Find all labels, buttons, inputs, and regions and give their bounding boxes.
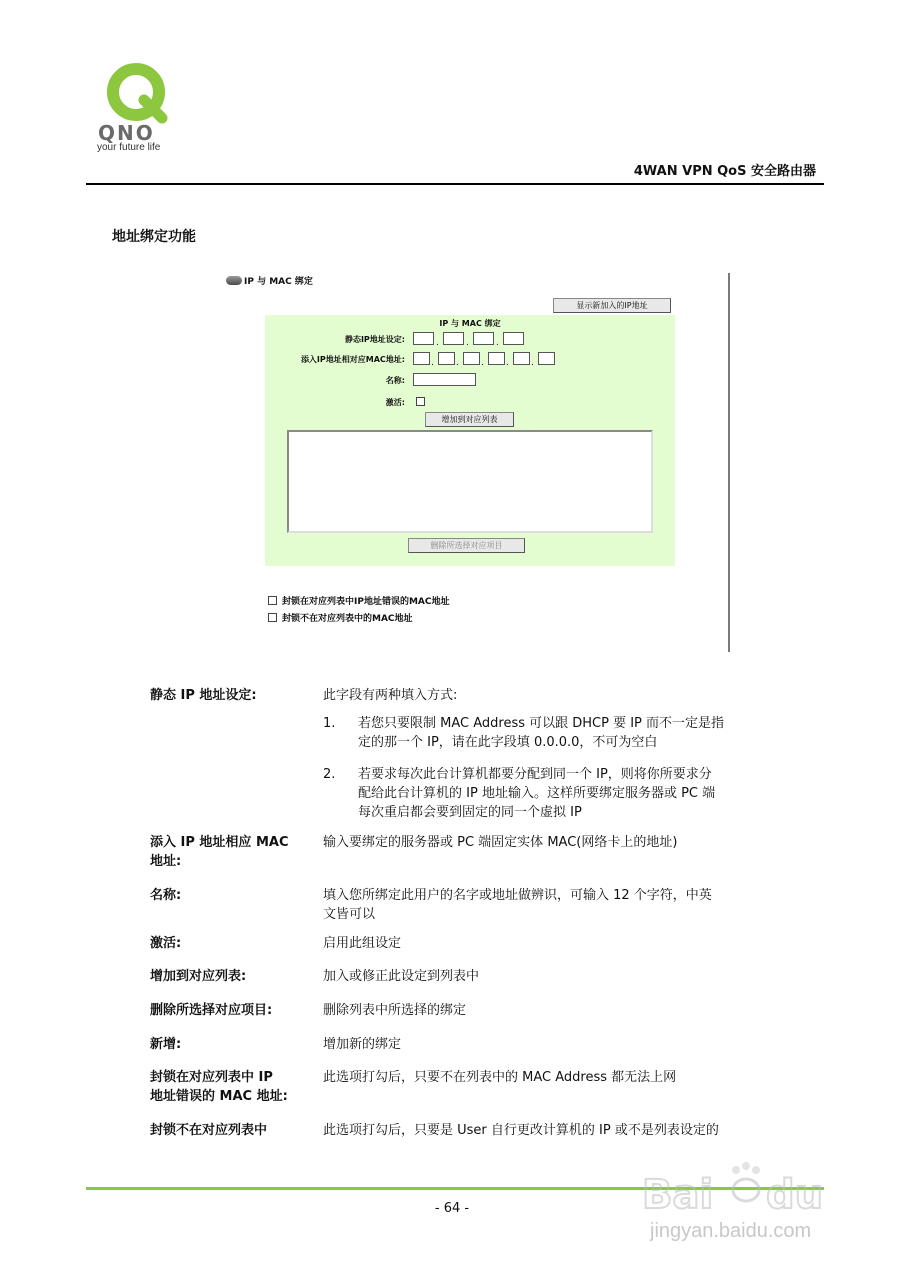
static-ip-octet-3[interactable] [473,332,494,345]
block-not-listed-checkbox[interactable] [268,613,277,622]
activate-label: 激活: [385,398,405,407]
desc-delete: 删除列表中所选择的绑定 [323,1003,467,1018]
mac-octet-2[interactable] [438,352,455,365]
term-mac-cont: 地址: [150,854,182,869]
delete-selected-button[interactable]: 删除所选择对应项目 [408,538,525,553]
mac-octet-6[interactable] [538,352,555,365]
term-new: 新增: [150,1037,182,1052]
desc-block-not: 此选项打勾后，只要是 User 自行更改计算机的 IP 或不是列表设定的 [323,1123,719,1138]
activate-checkbox[interactable] [416,397,425,406]
list-number: 1. [323,716,336,731]
name-label: 名称: [385,376,405,385]
desc-static-ip: 此字段有两种填入方式: [323,688,458,703]
svg-text:Bai: Bai [642,1172,714,1218]
document-header-title: 4WAN VPN QoS 安全路由器 [633,164,816,179]
desc-activate: 启用此组设定 [323,936,402,951]
list-item-line: 若您只要限制 MAC Address 可以跟 DHCP 要 IP 而不一定是指 [358,716,725,731]
list-item-line: 配给此台计算机的 IP 地址输入。这样所要绑定服务器或 PC 端 [358,786,716,801]
mac-octet-5[interactable] [513,352,530,365]
desc-mac: 输入要绑定的服务器或 PC 端固定实体 MAC(网络卡上的地址) [323,835,678,850]
desc-add: 加入或修正此设定到列表中 [323,969,480,984]
static-ip-octet-4[interactable] [503,332,524,345]
watermark-url: jingyan.baidu.com [650,1220,812,1242]
desc-block-wrong: 此选项打勾后，只要不在列表中的 MAC Address 都无法上网 [323,1070,677,1085]
list-item-line: 定的那一个 IP，请在此字段填 0.0.0.0，不可为空白 [358,735,658,750]
desc-new: 增加新的绑定 [323,1037,402,1052]
block-not-listed-label: 封锁不在对应列表中的MAC地址 [282,614,413,624]
block-wrong-ip-option [268,594,449,607]
logo-tagline: your future life [97,142,161,153]
term-mac: 添入 IP 地址相应 MAC [150,835,289,850]
list-item-line: 若要求每次此台计算机都要分配到同一个 IP，则将你所要求分 [358,767,712,782]
section-pill-icon [226,276,242,285]
binding-form-panel: IP 与 MAC 绑定 静态IP地址设定: . . . 添入IP地址相对应MAC地址: . . . . . 名称: 激活: 增加到对应列表 删除所选择对应项目 [265,315,675,566]
name-input[interactable] [413,373,476,386]
term-block-wrong: 封锁在对应列表中 IP [150,1070,273,1085]
term-block-wrong-cont: 地址错误的 MAC 地址: [150,1089,288,1104]
list-number: 2. [323,767,336,782]
static-ip-octet-1[interactable] [413,332,434,345]
section-title: 地址绑定功能 [112,229,196,245]
desc-name: 填入您所绑定此用户的名字或地址做辨识，可输入 12 个字符，中英 [323,888,712,903]
term-add: 增加到对应列表: [150,969,247,984]
list-item-line: 每次重启都会要到固定的同一个虚拟 IP [358,805,582,820]
term-static-ip: 静态 IP 地址设定: [150,688,257,703]
figure-heading [226,274,313,287]
panel-title: IP 与 MAC 绑定 [439,319,501,328]
page-number: - 64 - [434,1201,470,1216]
desc-name-cont: 文皆可以 [323,907,376,922]
term-name: 名称: [150,888,182,903]
figure-heading-text: IP 与 MAC 绑定 [244,277,313,287]
static-ip-label: 静态IP地址设定: [344,335,405,344]
mac-octet-4[interactable] [488,352,505,365]
term-activate: 激活: [150,936,182,951]
mac-octet-3[interactable] [463,352,480,365]
term-delete: 删除所选择对应项目: [150,1003,273,1018]
term-block-not: 封锁不在对应列表中 [150,1123,268,1138]
svg-text:du: du [766,1172,824,1218]
show-new-ip-button[interactable]: 显示新加入的IP地址 [553,298,671,313]
block-not-listed-option [268,611,413,624]
header-rule [86,183,824,185]
binding-list[interactable] [287,430,653,533]
static-ip-octet-2[interactable] [443,332,464,345]
mac-octet-1[interactable] [413,352,430,365]
block-wrong-ip-checkbox[interactable] [268,596,277,605]
add-to-list-button[interactable]: 增加到对应列表 [425,412,514,427]
block-wrong-ip-label: 封锁在对应列表中IP地址错误的MAC地址 [282,597,450,607]
mac-address-label: 添入IP地址相对应MAC地址: [300,355,405,364]
logo-text: QNO [98,121,155,145]
